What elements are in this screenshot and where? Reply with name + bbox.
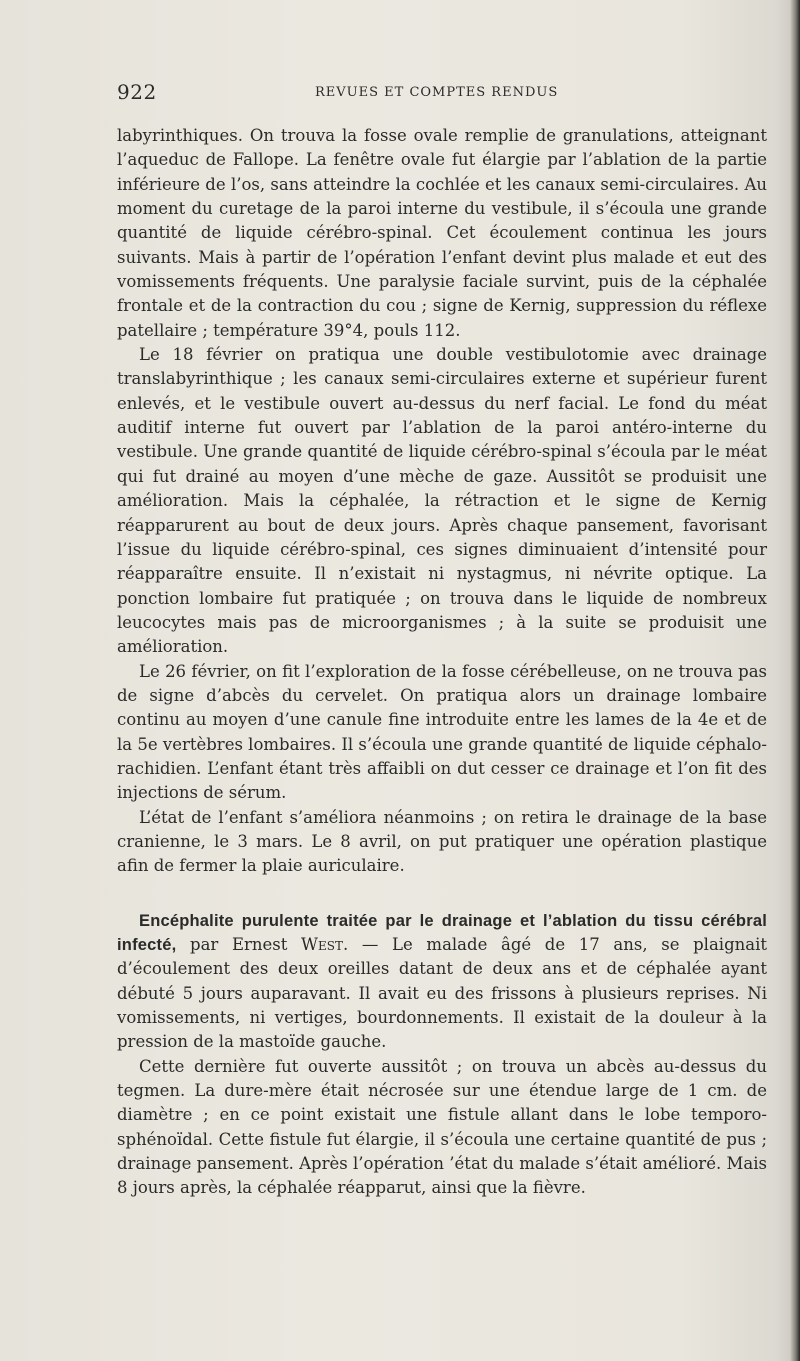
paragraph-recovery: L’état de l’enfant s’améliora néanmoins ; on retira le drainage de la base cranienne, le 3 mars. Le 8 avril, on put pratiquer une opération plastique afin de fermer la plaie auriculaire.	[117, 807, 767, 876]
body-text	[117, 124, 767, 1201]
page-number: 922	[117, 80, 157, 104]
article-paragraph-2: Cette dernière fut ouverte aussitôt ; on trouva un abcès au-dessus du tegmen. La dure-mère était nécrosée sur une étendue large de 1 cm. de diamètre ; en ce point existait une fistule allant dans le lobe temporo-sphénoïdal. Cette fistule fut élargie, il s’écoula une certaine quantité de pus ; drainage pansement. Après l’opération ’état du malade s’était amélioré. Mais 8 jours après, la céphalée réapparut, ainsi que la fièvre.	[117, 1056, 767, 1198]
paragraph-feb-18: Le 18 février on pratiqua une double vestibulotomie avec drainage translabyrinthique ; les canaux semi-circulaires externe et supérieur furent enlevés, et le vestibule ouvert au-dessus du nerf facial. Le fond du méat auditif interne fut ouvert par l’ablation de la paroi antéro-interne du vestibule. Une grande quantité de liquide cérébro-spinal s’écoula par le méat qui fut drainé au moyen d’une mèche de gaze. Aussitôt se produisit une amélioration. Mais la céphalée, la rétraction et le signe de Kernig réapparurent au bout de deux jours. Après chaque pansement, favorisant l’issue du liquide cérébro-spinal, ces signes diminuaient d’intensité pour réapparaître ensuite. Il n’existait ni nystagmus, ni névrite optique. La ponction lombaire fut pratiquée ; on trouva dans le liquide de nombreux leucocytes mais pas de microorganismes ; à la suite se produisit une amélioration.	[117, 345, 767, 657]
author-name: West.	[301, 935, 349, 954]
article-intro: — Le malade âgé de 17 ans, se plaignait d’écoulement des deux oreilles datant de deux ans et de céphalée ayant débuté 5 jours auparavant. Il avait eu des frissons à plusieurs reprises. Ni vomissements, ni vertiges, bourdonnements. Il existait de la douleur à la pression de la mastoïde gauche.	[117, 935, 768, 1052]
paragraph-continued: labyrinthiques. On trouva la fosse ovale remplie de granulations, atteignant l’aqueduc de Fallope. La fenêtre ovale fut élargie par l’ablation de la partie inférieure de l’os, sans atteindre la cochlée et les canaux semi-circulaires. Au moment du curetage de la paroi interne du vestibule, il s’écoula une grande quantité de liquide cérébro-spinal. Cet écoulement continua les jours suivants. Mais à partir de l’opération l’enfant devint plus malade et eut des vomissements fréquents. Une paralysie faciale survint, puis de la céphalée frontale et de la contraction du cou ; signe de Kernig, suppression du réflexe patellaire ; température 39°4, pouls 112.	[117, 126, 767, 340]
article-intro-paragraph	[117, 909, 767, 1055]
article-title: Encéphalite purulente traitée par le drainage et l’ablation du tissu cérébral infecté,	[117, 911, 767, 954]
section-gap	[117, 879, 767, 909]
running-head: REVUES ET COMPTES RENDUS	[315, 85, 559, 100]
page-header	[117, 80, 767, 106]
page-edge-shadow	[790, 0, 800, 1361]
paragraph-feb-26: Le 26 février, on fit l’exploration de la fosse cérébelleuse, on ne trouva pas de signe d’abcès du cervelet. On pratiqua alors un drainage lombaire continu au moyen d’une canule fine introduite entre les lames de la 4e et de la 5e vertèbres lombaires. Il s’écoula une grande quantité de liquide céphalo-rachidien. L’enfant étant très affaibli on dut cesser ce drainage et l’on fit des injections de sérum.	[117, 661, 767, 803]
author-prefix: par Ernest	[190, 935, 288, 954]
